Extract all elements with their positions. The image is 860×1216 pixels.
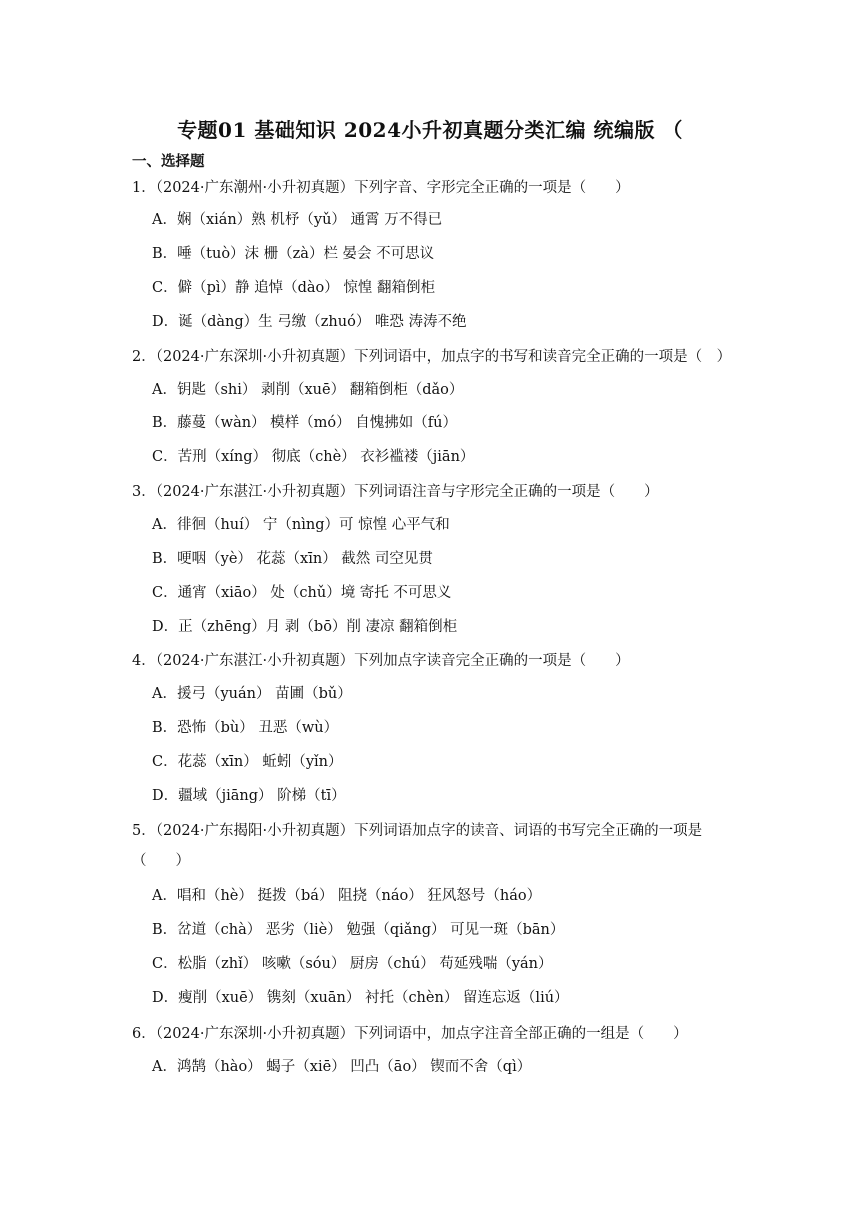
question-4-option-a: A．援弓（yuán） 苗圃（bǔ）	[152, 686, 352, 702]
question-5-option-c: C．松脂（zhǐ） 咳嗽（sóu） 厨房（chú） 苟延残喘（yán）	[152, 956, 553, 972]
question-4-option-c: C．花蕊（xīn） 蚯蚓（yǐn）	[152, 754, 343, 770]
question-4-option-b: B．恐怖（bù） 丑恶（wù）	[152, 720, 339, 736]
question-4-option-d: D．疆域（jiāng） 阶梯（tī）	[152, 788, 346, 804]
question-2-option-a: A．钥匙（shi） 剥削（xuē） 翻箱倒柜（dǎo）	[152, 382, 464, 398]
question-1-option-b: B．唾（tuò）沫 栅（zà）栏 晏会 不可思议	[152, 246, 435, 262]
question-3-stem: 3．（2024·广东湛江·小升初真题）下列词语注音与字形完全正确的一项是（ ）	[132, 484, 659, 500]
question-4-stem: 4．（2024·广东湛江·小升初真题）下列加点字读音完全正确的一项是（ ）	[132, 653, 630, 669]
question-5-stem: 5．（2024·广东揭阳·小升初真题）下列词语加点字的读音、词语的书写完全正确的一项是（ ）	[132, 823, 703, 869]
question-1-option-d: D．诞（dàng）生 弓缴（zhuó） 唯恐 涛涛不绝	[152, 314, 467, 330]
section-heading: 一、选择题	[132, 153, 205, 170]
question-3-option-a: A．徘徊（huí） 宁（nìng）可 惊惶 心平气和	[152, 517, 450, 533]
question-5-option-a: A．唱和（hè） 挺拨（bá） 阻挠（náo） 狂风怒号（háo）	[152, 888, 542, 904]
question-3-option-b: B．哽咽（yè） 花蕊（xīn） 截然 司空见贯	[152, 551, 433, 567]
question-2-option-b: B．藤蔓（wàn） 模样（mó） 自愧拂如（fú）	[152, 415, 457, 431]
question-6-option-a: A．鸿鹄（hào） 蝎子（xiē） 凹凸（āo） 锲而不舍（qì）	[152, 1059, 532, 1075]
question-1-option-c: C．僻（pì）静 追悼（dào） 惊惶 翻箱倒柜	[152, 280, 435, 296]
question-1-option-a: A．娴（xián）熟 机杼（yǔ） 通霄 万不得已	[152, 212, 443, 228]
question-2-stem: 2．（2024·广东深圳·小升初真题）下列词语中，加点字的书写和读音完全正确的一项是（ ）	[132, 349, 732, 365]
question-1-stem: 1．（2024·广东潮州·小升初真题）下列字音、字形完全正确的一项是（ ）	[132, 180, 630, 196]
question-3-option-d: D．正（zhēng）月 剥（bō）削 凄凉 翻箱倒柜	[152, 619, 458, 635]
page-title: 专题01 基础知识 2024小升初真题分类汇编 统编版 （	[177, 118, 683, 142]
question-6-stem: 6．（2024·广东深圳·小升初真题）下列词语中，加点字注音全部正确的一组是（ ）	[132, 1026, 688, 1042]
question-5-option-d: D．瘦削（xuē） 镌刻（xuān） 衬托（chèn） 留连忘返（liú）	[152, 990, 569, 1006]
question-3-option-c: C．通宵（xiāo） 处（chǔ）境 寄托 不可思义	[152, 585, 452, 601]
question-5-option-b: B．岔道（chà） 恶劣（liè） 勉强（qiǎng） 可见一斑（bān）	[152, 922, 565, 938]
question-2-option-c: C．苦刑（xíng） 彻底（chè） 衣衫褴褛（jiān）	[152, 449, 475, 465]
